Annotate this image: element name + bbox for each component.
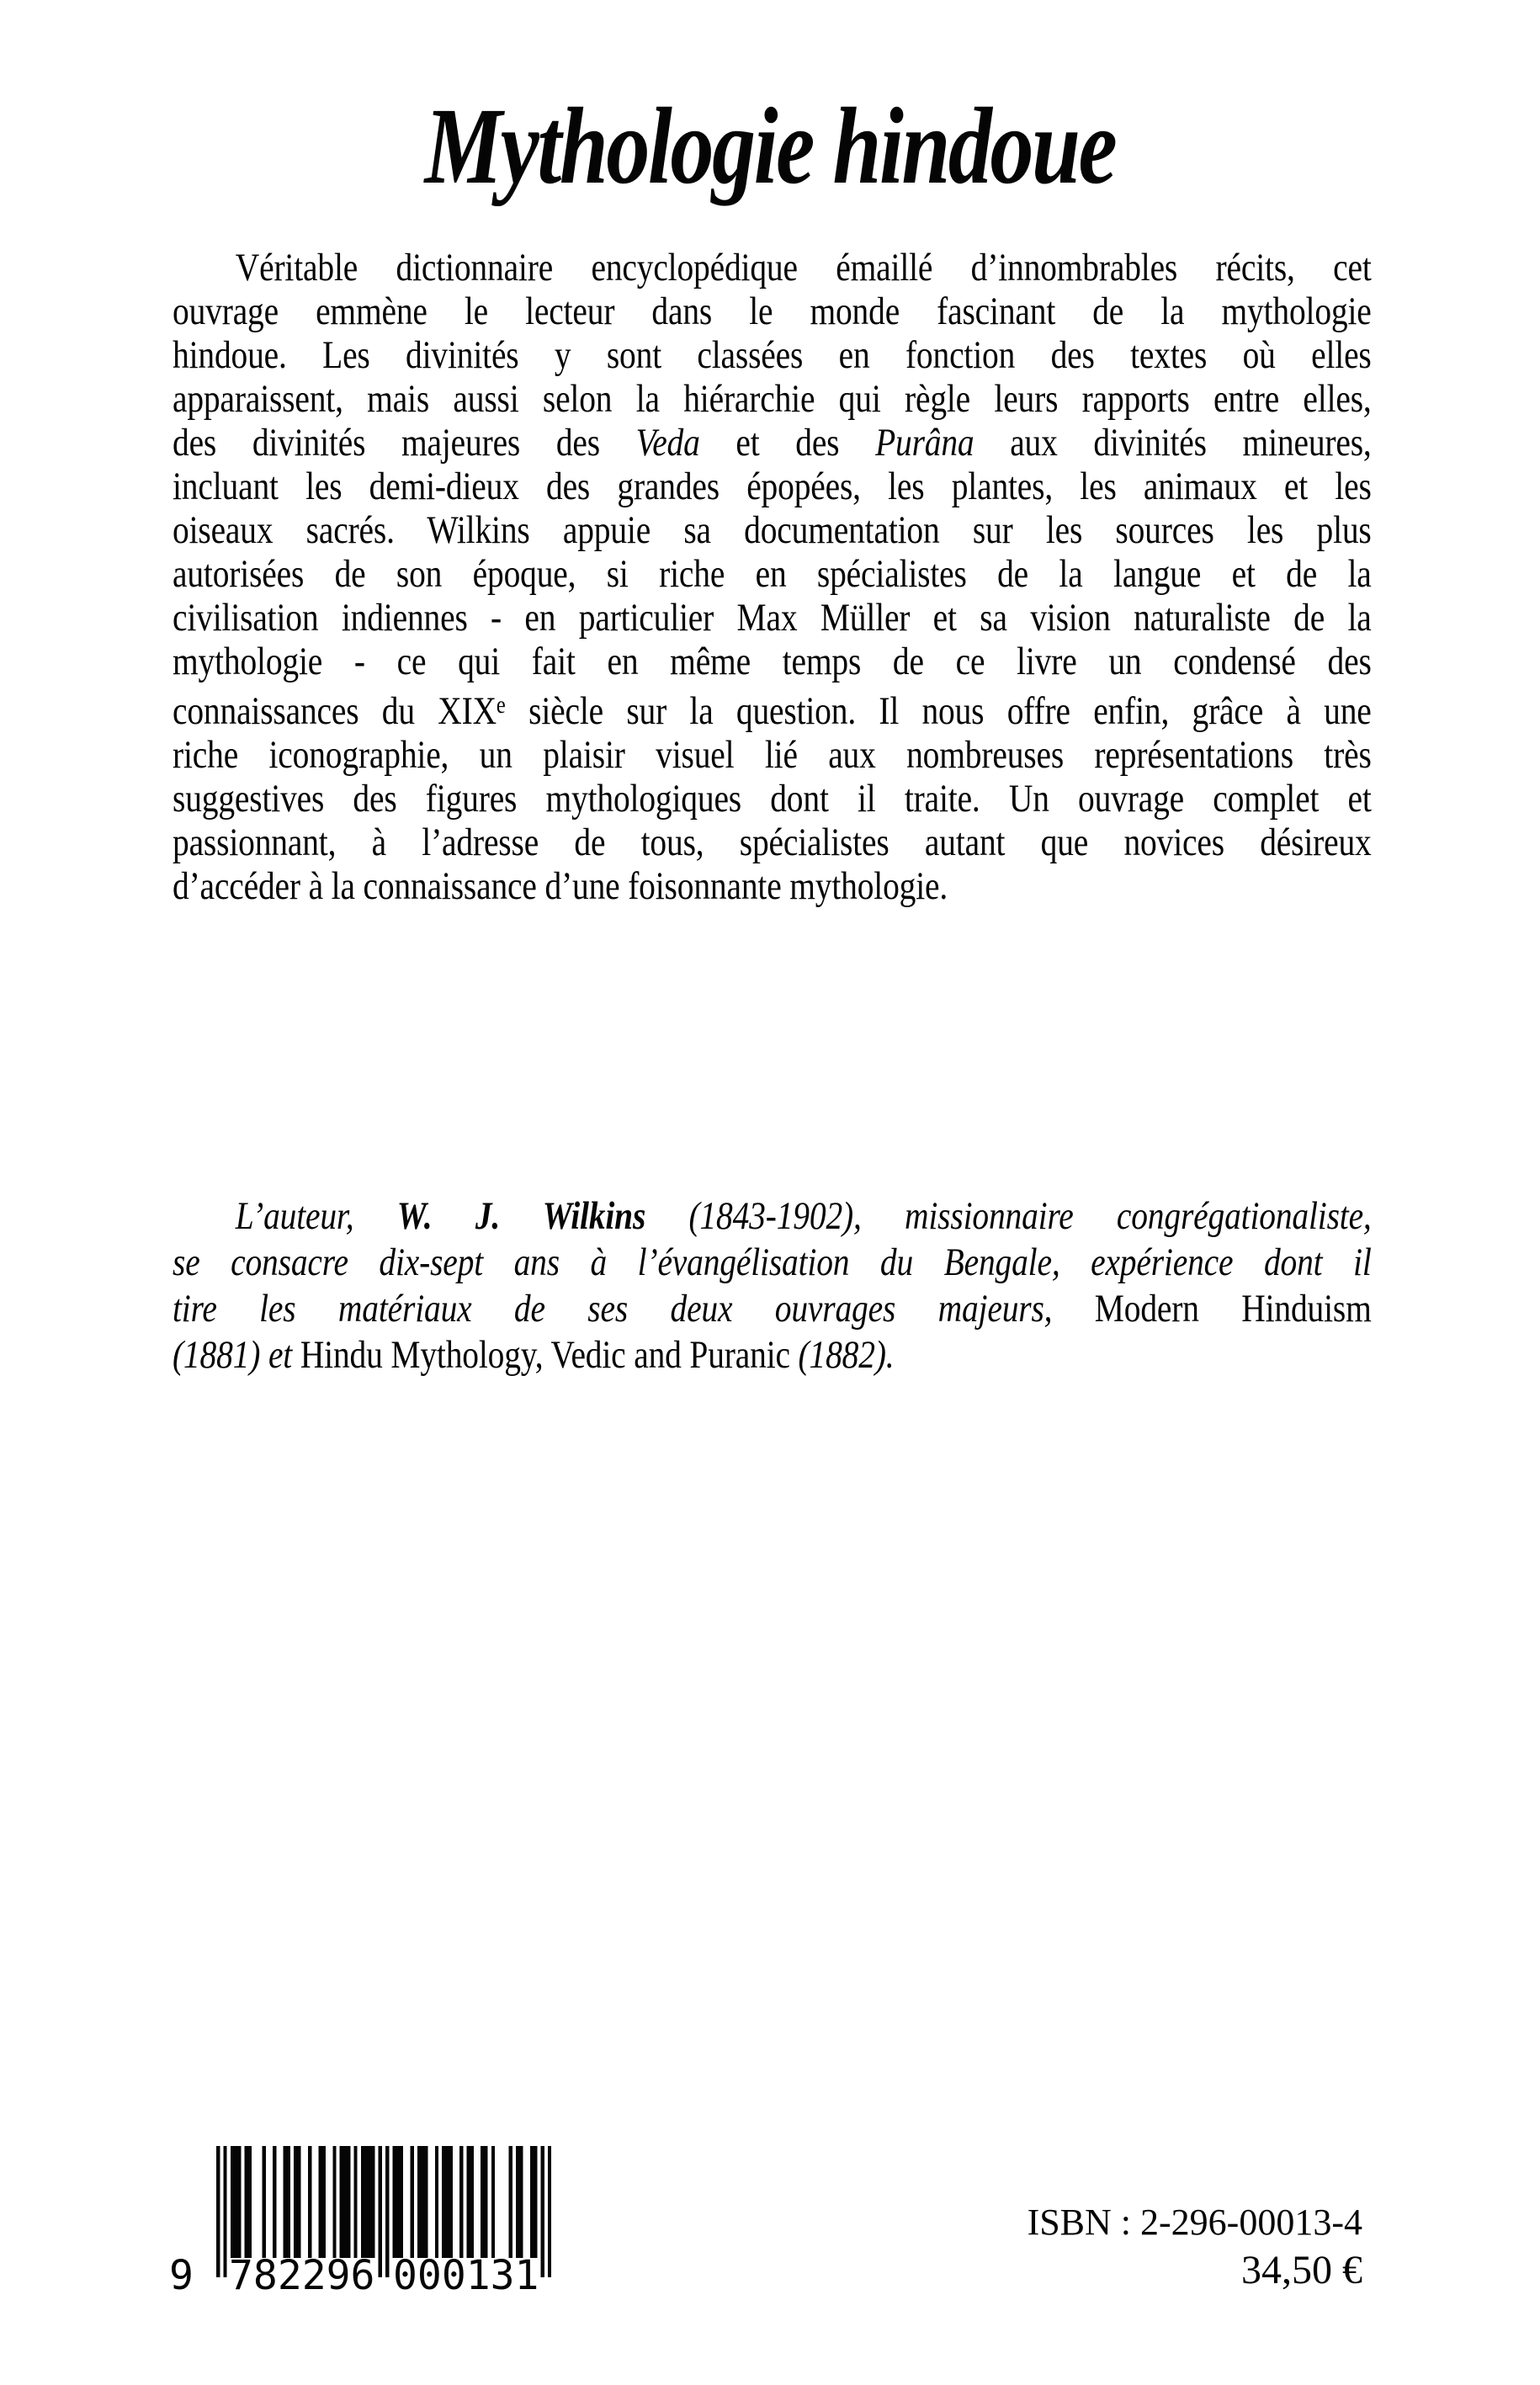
text-line [173, 1332, 1372, 1378]
text-segment: (1843-1902), missionnaire congrégationaliste, [645, 1194, 1372, 1238]
text-line [173, 377, 1372, 421]
text-line [173, 246, 1372, 289]
text-segment: (1881) et [173, 1333, 300, 1377]
barcode-digit: 0 [441, 2252, 466, 2299]
isbn-number: ISBN : 2-296-00013-4 [1027, 2202, 1362, 2243]
barcode-prefix-digit [169, 2252, 199, 2299]
text-line [173, 1240, 1372, 1286]
text-segment: passionnant, à l’adresse de tous, spécialistes autant que novices désireux [173, 821, 1372, 865]
text-segment: ouvrage emmène le lecteur dans le monde fascinant de la mythologie [173, 289, 1372, 333]
barcode-digit: 2 [277, 2252, 302, 2299]
text-line [173, 289, 1372, 333]
text-segment: oiseaux sacrés. Wilkins appuie sa documentation sur les sources les plus [173, 508, 1372, 552]
text-segment: siècle sur la question. Il nous offre enfin, grâce à une [505, 689, 1372, 734]
text-line [173, 421, 1372, 465]
text-line [173, 683, 1372, 733]
imprint-block [1028, 2198, 1362, 2294]
text-line [173, 777, 1372, 821]
barcode-digit-group-right [393, 2252, 539, 2299]
text-line [173, 821, 1372, 864]
text-line [173, 596, 1372, 640]
text-segment: riche iconographie, un plaisir visuel lié aux nombreuses représentations très [173, 733, 1372, 778]
text-line [173, 1286, 1372, 1332]
text-line [173, 640, 1372, 683]
barcode-digit: 3 [490, 2252, 515, 2299]
text-segment: autorisées de son époque, si riche en spécialistes de la langue et de la [173, 552, 1372, 596]
barcode-digit-group-left [229, 2252, 375, 2299]
price: 34,50 € [1241, 2248, 1362, 2292]
text-segment: et des [699, 421, 876, 465]
barcode-digit: 1 [514, 2252, 539, 2299]
text-segment: d’accéder à la connaissance d’une foisonnante mythologie. [173, 864, 948, 909]
text-segment: suggestives des figures mythologiques dont il traite. Un ouvrage complet et [173, 777, 1372, 821]
text-segment: mythologie - ce qui fait en même temps de ce livre un condensé des [173, 640, 1372, 683]
text-segment: apparaissent, mais aussi selon la hiérarchie qui règle leurs rapports entre elles, [173, 377, 1372, 421]
text-segment: se consacre dix-sept ans à l’évangélisation du Bengale, expérience dont il [173, 1240, 1372, 1284]
text-segment: aux divinités mineures, [974, 421, 1372, 465]
barcode-digit: 6 [350, 2252, 375, 2299]
text-segment: L’auteur, [235, 1194, 397, 1238]
text-segment: des divinités majeures des [173, 421, 636, 465]
text-line [173, 465, 1372, 508]
barcode-digit: 9 [169, 2252, 194, 2299]
barcode-digit: 2 [301, 2252, 327, 2299]
text-segment: hindoue. Les divinités y sont classées en fonction des textes où elles [173, 333, 1372, 377]
text-segment: tire les matériaux de ses deux ouvrages majeurs, [173, 1287, 1053, 1331]
text-line [173, 333, 1372, 377]
barcode-digit: 7 [229, 2252, 253, 2299]
text-line [173, 552, 1372, 596]
text-segment: W. J. Wilkins [396, 1194, 646, 1238]
text-segment: (1882). [789, 1333, 895, 1377]
book-title [0, 81, 1540, 212]
text-line [173, 508, 1372, 552]
text-line [173, 733, 1372, 777]
author-note-paragraph [173, 1193, 1372, 1378]
barcode-digit: 9 [326, 2252, 351, 2299]
text-segment: incluant les demi-dieux des grandes épopées, les plantes, les animaux et les [173, 465, 1372, 508]
text-segment: Purâna [875, 421, 974, 465]
text-segment: Véritable dictionnaire encyclopédique émaillé d’innombrables récits, cet [235, 246, 1372, 289]
text-line [173, 864, 1372, 908]
text-segment: Veda [635, 421, 700, 465]
text-line [173, 1193, 1372, 1240]
synopsis-paragraph [173, 246, 1372, 908]
barcode-digit: 8 [252, 2252, 278, 2299]
text-segment: Modern Hinduism [1052, 1287, 1372, 1331]
barcode-digit: 1 [465, 2252, 491, 2299]
barcode-digit: 0 [417, 2252, 442, 2299]
text-segment: Hindu Mythology, Vedic and Puranic [300, 1333, 790, 1377]
barcode-digit: 0 [393, 2252, 417, 2299]
text-segment: connaissances du XIX [173, 689, 497, 734]
text-segment: civilisation indiennes - en particulier Max Müller et sa vision naturaliste de la [173, 596, 1372, 640]
book-title-text: Mythologie hindoue [424, 86, 1116, 207]
text-segment: e [496, 692, 506, 719]
